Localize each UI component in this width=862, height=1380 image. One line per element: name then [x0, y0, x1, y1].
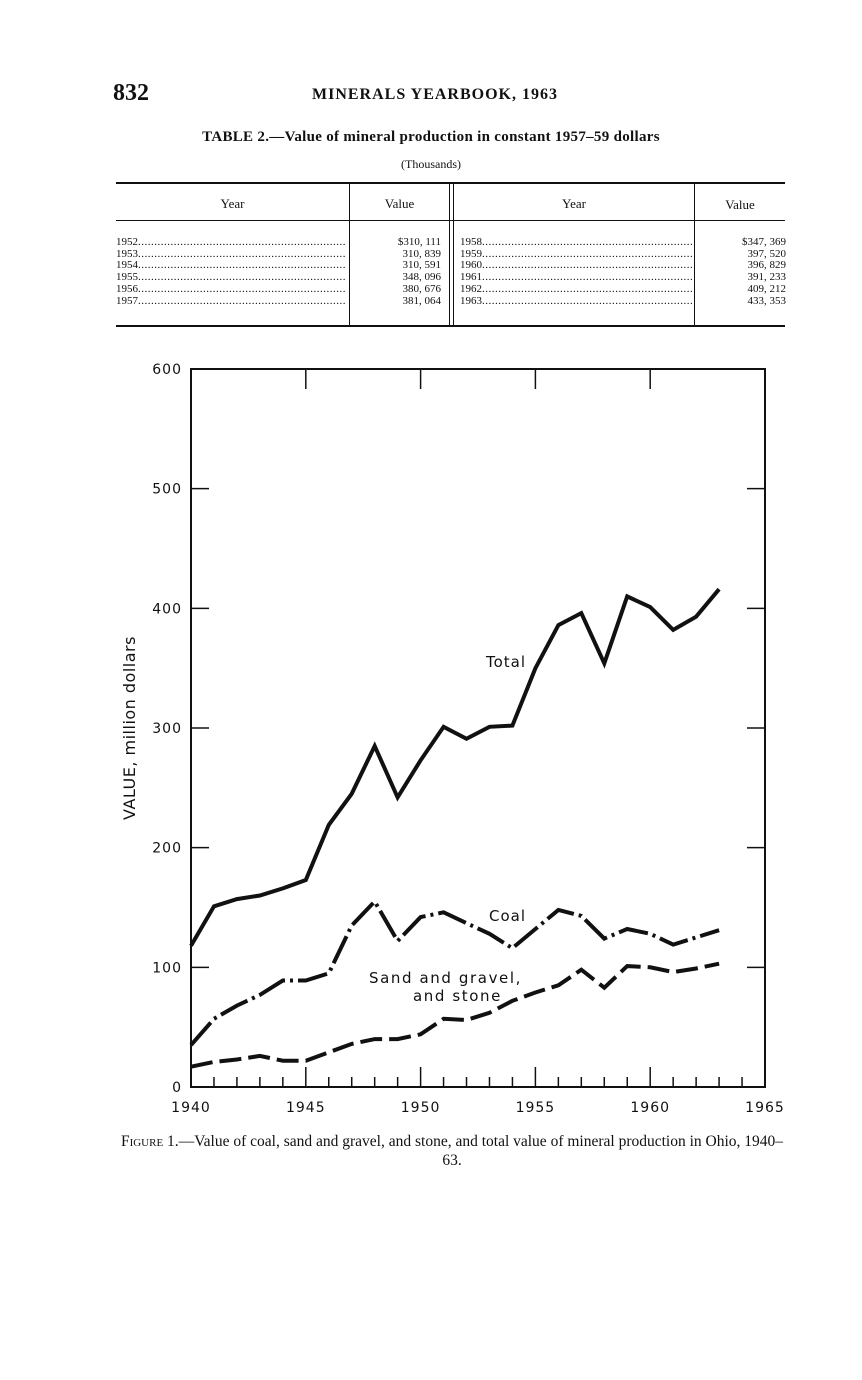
table-cell-value: 380, 676 — [402, 283, 441, 295]
table-cell-year: 1962 ..... — [460, 284, 692, 296]
table-cell-year: 1956 ..... — [116, 284, 345, 296]
table-cell-year: 1952 ..... — [116, 237, 345, 249]
figure-label: Figure 1. — [120, 1133, 179, 1150]
table-cell-year: 1963 ..... — [460, 296, 692, 308]
table-cell-year: 1960 ..... — [460, 260, 692, 272]
table-cell-value: 409, 212 — [747, 283, 786, 295]
table-cell-value: $347, 369 — [742, 237, 786, 248]
x-tick-label: 1960 — [630, 1100, 671, 1116]
col-header-value-right: Value — [725, 197, 755, 212]
col-header-year-right: Year — [562, 196, 586, 211]
running-head: MINERALS YEARBOOK, 1963 — [312, 86, 558, 103]
x-tick-label: 1965 — [745, 1100, 785, 1116]
figure-caption-text: —Value of coal, sand and gravel, and stone, and total value of mineral production in Ohio, 1940–63. — [178, 1133, 784, 1169]
table-cell-value: 433, 353 — [747, 295, 786, 307]
table-cell-value: 391, 233 — [747, 272, 786, 284]
y-tick-label: 500 — [152, 481, 182, 498]
table-cell-value: 310, 839 — [402, 248, 441, 260]
table-cell-year: 1958 ..... — [460, 237, 692, 249]
col-header-value-left: Value — [384, 196, 415, 211]
x-tick-label: 1955 — [515, 1100, 556, 1116]
series-label-sand-gravel-line1: Sand and gravel, — [369, 969, 523, 987]
series-label-coal: Coal — [489, 907, 527, 925]
table-cell-year: 1961 ..... — [460, 272, 692, 284]
table-cell-year: 1955 ..... — [116, 272, 345, 284]
table-title: TABLE 2.—Value of mineral production in constant 1957–59 dollars — [202, 129, 660, 145]
page-number: 832 — [113, 80, 149, 106]
table-cell-value: $310, 111 — [397, 237, 441, 248]
y-axis-label: VALUE, million dollars — [120, 636, 139, 820]
table-unit: (Thousands) — [401, 157, 461, 171]
y-tick-label: 0 — [172, 1080, 182, 1096]
x-tick-label: 1940 — [171, 1100, 211, 1116]
x-tick-label: 1945 — [285, 1100, 326, 1116]
series-label-total: Total — [486, 653, 527, 671]
table-cell-year: 1953 ..... — [116, 249, 345, 261]
y-tick-label: 400 — [152, 601, 182, 618]
col-header-year-left: Year — [220, 196, 245, 211]
table-cell-value: 396, 829 — [747, 260, 786, 272]
series-line-total — [191, 589, 719, 946]
y-tick-label: 600 — [152, 362, 182, 378]
y-tick-label: 200 — [152, 840, 182, 857]
table-cell-value: 310, 591 — [402, 260, 441, 272]
table-cell-year: 1957 ..... — [116, 296, 345, 308]
y-tick-label: 100 — [152, 960, 182, 977]
table-cell-year: 1959 ..... — [460, 249, 692, 261]
table-cell-value: 397, 520 — [747, 248, 786, 260]
y-tick-label: 300 — [152, 721, 182, 737]
table-cell-year: 1954 ..... — [116, 260, 345, 272]
table-cell-value: 381, 064 — [402, 295, 441, 307]
x-tick-label: 1950 — [400, 1100, 441, 1116]
figure-caption — [118, 1132, 786, 1170]
series-label-sand-gravel-line2: and stone — [413, 987, 502, 1005]
table-cell-value: 348, 096 — [402, 272, 441, 284]
